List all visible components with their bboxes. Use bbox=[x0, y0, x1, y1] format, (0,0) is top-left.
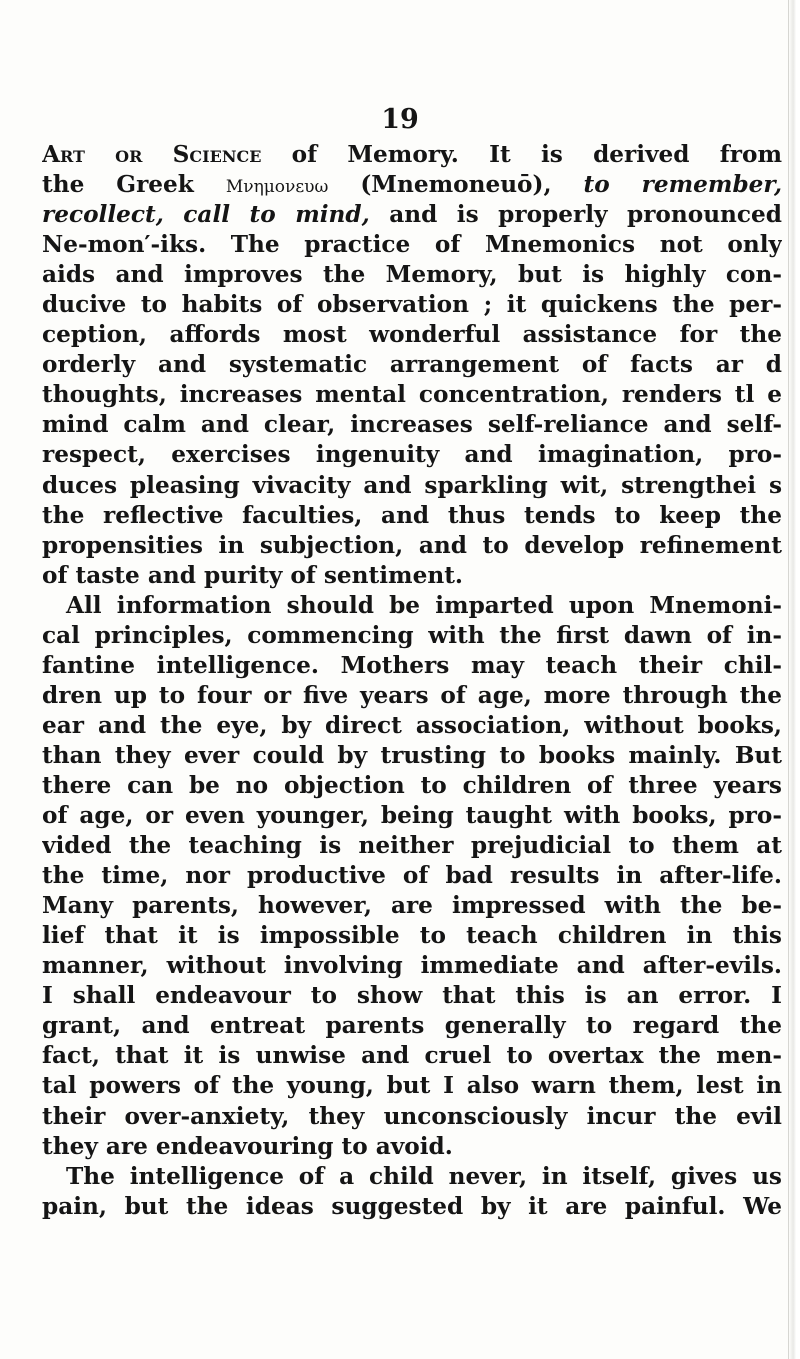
text-line bbox=[42, 681, 782, 711]
text-line bbox=[42, 230, 782, 260]
text-line bbox=[42, 440, 782, 470]
text-run: respect, exercises ingenuity and imagination, pro- bbox=[42, 441, 782, 469]
text-line bbox=[42, 591, 782, 621]
text-run: grant, and entreat parents generally to regard the bbox=[42, 1012, 782, 1040]
text-line bbox=[42, 561, 782, 591]
text-line bbox=[42, 531, 782, 561]
text-run: tal powers of the young, but I also warn them, lest in bbox=[42, 1072, 782, 1100]
text-run: Ne-mon′-iks. The practice of Mnemonics not only bbox=[42, 231, 782, 259]
text-run: orderly and systematic arrangement of facts ar d bbox=[42, 351, 782, 379]
text-run: the reflective faculties, and thus tends to keep the bbox=[42, 501, 782, 529]
text-run: to remember, bbox=[583, 171, 782, 199]
text-line bbox=[42, 651, 782, 681]
text-run: thoughts, increases mental concentration, renders tl e bbox=[42, 381, 782, 409]
text-line bbox=[42, 380, 782, 410]
body-text bbox=[42, 140, 782, 1222]
text-line bbox=[42, 1132, 782, 1162]
page-edge bbox=[788, 0, 800, 1359]
text-line bbox=[42, 1011, 782, 1041]
text-line bbox=[42, 951, 782, 981]
text-run: manner, without involving immediate and after-evils. bbox=[42, 952, 782, 980]
text-run: cal principles, commencing with the first dawn of in- bbox=[42, 621, 782, 649]
text-line bbox=[42, 1041, 782, 1071]
text-run: propensities in subjection, and to develop refinement bbox=[42, 531, 782, 559]
text-line bbox=[42, 801, 782, 831]
text-line bbox=[42, 350, 782, 380]
text-run: fact, that it is unwise and cruel to overtax the men- bbox=[42, 1042, 782, 1070]
text-run: fantine intelligence. Mothers may teach their chil- bbox=[42, 651, 782, 679]
text-run: mind calm and clear, increases self-reliance and self- bbox=[42, 411, 782, 439]
text-run: recollect, call to mind, bbox=[42, 201, 370, 229]
text-line bbox=[42, 320, 782, 350]
text-line bbox=[42, 1071, 782, 1101]
text-run: of taste and purity of sentiment. bbox=[42, 561, 463, 589]
text-run: they are endeavouring to avoid. bbox=[42, 1132, 453, 1160]
text-run: lief that it is impossible to teach children in this bbox=[42, 922, 782, 950]
text-line bbox=[42, 260, 782, 290]
text-line bbox=[42, 711, 782, 741]
text-line bbox=[42, 981, 782, 1011]
text-run: vided the teaching is neither prejudicial to them at bbox=[42, 832, 782, 860]
text-line bbox=[42, 1102, 782, 1132]
text-run: than they ever could by trusting to books mainly. But bbox=[42, 741, 782, 769]
text-line bbox=[42, 140, 782, 170]
text-line bbox=[42, 741, 782, 771]
text-line bbox=[42, 621, 782, 651]
text-line bbox=[42, 771, 782, 801]
text-line bbox=[42, 290, 782, 320]
text-run: and is properly pronounced bbox=[369, 201, 782, 229]
text-line bbox=[42, 1192, 782, 1222]
text-run: the time, nor productive of bad results in after-life. bbox=[42, 862, 782, 890]
text-run: (Mnemoneuō), bbox=[328, 171, 584, 199]
text-run: the Greek bbox=[42, 171, 226, 199]
text-run: of age, or even younger, being taught with books, pro- bbox=[42, 802, 782, 830]
text-run: of Memory. It is derived from bbox=[261, 141, 782, 168]
text-run: The intelligence of a child never, in itself, gives us bbox=[66, 1162, 782, 1190]
text-line bbox=[42, 921, 782, 951]
text-line bbox=[42, 200, 782, 230]
text-line bbox=[42, 410, 782, 440]
text-run: there can be no objection to children of three years bbox=[42, 771, 782, 799]
text-run: their over-anxiety, they unconsciously incur the evil bbox=[42, 1102, 782, 1130]
text-run: aids and improves the Memory, but is highly con- bbox=[42, 261, 782, 289]
greek-word: Μνημονευω bbox=[225, 177, 329, 198]
text-run: I shall endeavour to show that this is an error. I bbox=[42, 982, 782, 1010]
text-run: ear and the eye, by direct association, without books, bbox=[42, 711, 782, 739]
text-run: duces pleasing vivacity and sparkling wit, strengthei s bbox=[42, 471, 782, 499]
text-run: pain, but the ideas suggested by it are painful. We bbox=[42, 1192, 782, 1220]
text-line bbox=[42, 501, 782, 531]
text-line bbox=[42, 1162, 782, 1192]
text-line bbox=[42, 831, 782, 861]
text-line bbox=[42, 471, 782, 501]
text-line bbox=[42, 861, 782, 891]
text-line bbox=[42, 170, 782, 200]
text-run: ducive to habits of observation ; it quickens the per- bbox=[42, 291, 782, 319]
page-number: 19 bbox=[381, 104, 419, 135]
text-run: dren up to four or five years of age, more through the bbox=[42, 681, 782, 709]
text-line bbox=[42, 891, 782, 921]
text-run: All information should be imparted upon Mnemoni- bbox=[66, 591, 782, 619]
text-run: Art or Science bbox=[42, 141, 262, 168]
text-run: ception, affords most wonderful assistance for the bbox=[42, 321, 782, 349]
text-run: Many parents, however, are impressed with the be- bbox=[42, 892, 782, 920]
